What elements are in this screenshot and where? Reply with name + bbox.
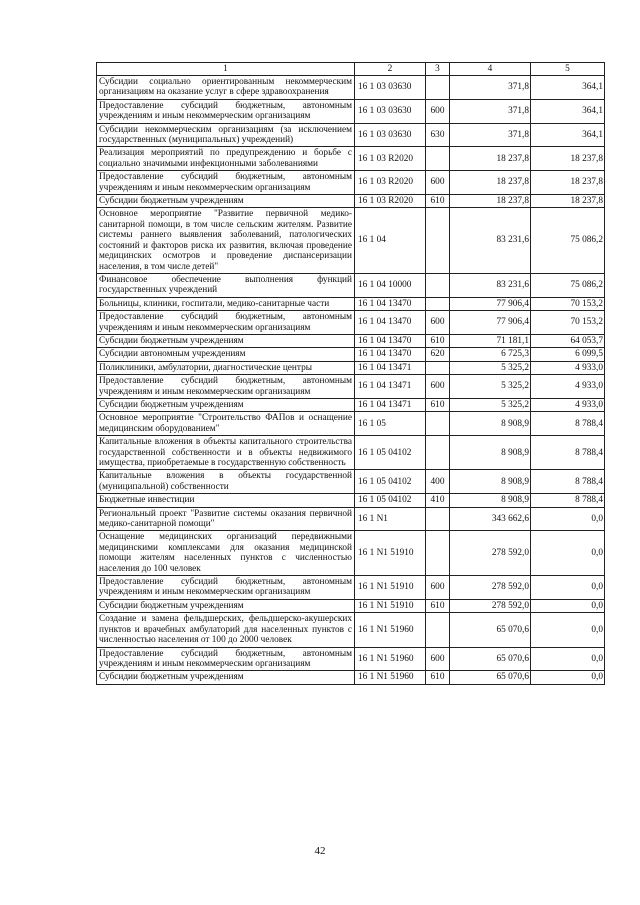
row-name-cell: Реализация мероприятий по предупреждению и борьбе с социально значимыми инфекционными заболеваниями (97, 147, 355, 171)
row-code-cell: 16 1 N1 51910 (355, 531, 426, 576)
table-row (97, 671, 605, 684)
row-type-cell: 600 (426, 311, 450, 335)
row-code-cell: 16 1 04 13470 (355, 334, 426, 347)
table-row (97, 123, 605, 147)
row-value-1-cell: 8 908,9 (450, 494, 531, 507)
row-value-1-cell: 77 906,4 (450, 297, 531, 310)
row-code-cell: 16 1 N1 51960 (355, 613, 426, 647)
row-value-1-cell: 18 237,8 (450, 195, 531, 208)
row-type-cell (426, 412, 450, 436)
row-type-cell (426, 436, 450, 470)
row-type-cell (426, 76, 450, 100)
table-row (97, 613, 605, 647)
row-value-1-cell: 18 237,8 (450, 171, 531, 195)
row-code-cell: 16 1 N1 (355, 507, 426, 531)
row-value-2-cell: 4 933,0 (531, 375, 605, 399)
row-value-2-cell: 75 086,2 (531, 208, 605, 273)
row-name-cell: Субсидии социально ориентированным некоммерческим организациям на оказание услуг в сфере здравоохранения (97, 76, 355, 100)
row-value-2-cell: 0,0 (531, 671, 605, 684)
row-name-cell: Субсидии бюджетным учреждениям (97, 195, 355, 208)
row-name-cell: Региональный проект "Развитие системы оказания первичной медико-санитарной помощи" (97, 507, 355, 531)
row-value-1-cell: 371,8 (450, 123, 531, 147)
row-type-cell (426, 208, 450, 273)
row-code-cell: 16 1 04 13471 (355, 398, 426, 411)
row-code-cell: 16 1 05 04102 (355, 436, 426, 470)
row-value-1-cell: 371,8 (450, 76, 531, 100)
row-code-cell: 16 1 04 (355, 208, 426, 273)
table-row (97, 195, 605, 208)
header-cell-3: 3 (426, 63, 450, 76)
row-value-1-cell: 343 662,6 (450, 507, 531, 531)
row-value-2-cell: 75 086,2 (531, 273, 605, 297)
row-type-cell: 610 (426, 671, 450, 684)
row-name-cell: Предоставление субсидий бюджетным, автономным учреждениям и иным некоммерческим организациям (97, 99, 355, 123)
row-code-cell: 16 1 04 13471 (355, 361, 426, 374)
row-name-cell: Финансовое обеспечение выполнения функций государственных учреждений (97, 273, 355, 297)
row-value-2-cell: 18 237,8 (531, 171, 605, 195)
row-value-1-cell: 18 237,8 (450, 147, 531, 171)
row-value-2-cell: 364,1 (531, 123, 605, 147)
row-value-2-cell: 70 153,2 (531, 297, 605, 310)
row-code-cell: 16 1 05 (355, 412, 426, 436)
table-row (97, 361, 605, 374)
table-row (97, 375, 605, 399)
row-name-cell: Основное мероприятие "Строительство ФАПов и оснащение медицинским оборудованием" (97, 412, 355, 436)
row-value-1-cell: 278 592,0 (450, 599, 531, 612)
row-name-cell: Предоставление субсидий бюджетным, автономным учреждениям и иным некоммерческим организациям (97, 375, 355, 399)
row-value-1-cell: 83 231,6 (450, 208, 531, 273)
row-code-cell: 16 1 05 04102 (355, 470, 426, 494)
table-header-row (97, 63, 605, 76)
row-code-cell: 16 1 04 10000 (355, 273, 426, 297)
row-value-1-cell: 278 592,0 (450, 576, 531, 600)
row-name-cell: Предоставление субсидий бюджетным, автономным учреждениям и иным некоммерческим организациям (97, 311, 355, 335)
row-type-cell: 600 (426, 576, 450, 600)
table-row (97, 273, 605, 297)
row-type-cell (426, 531, 450, 576)
table-row (97, 147, 605, 171)
row-code-cell: 16 1 03 R2020 (355, 171, 426, 195)
table-row (97, 412, 605, 436)
row-value-2-cell: 4 933,0 (531, 398, 605, 411)
row-value-1-cell: 83 231,6 (450, 273, 531, 297)
table-row (97, 297, 605, 310)
row-value-1-cell: 65 070,6 (450, 647, 531, 671)
table-row (97, 531, 605, 576)
row-value-2-cell: 8 788,4 (531, 470, 605, 494)
row-code-cell: 16 1 05 04102 (355, 494, 426, 507)
row-value-2-cell: 18 237,8 (531, 147, 605, 171)
row-value-2-cell: 0,0 (531, 613, 605, 647)
page-number: 42 (314, 845, 326, 857)
row-value-2-cell: 364,1 (531, 99, 605, 123)
row-name-cell: Основное мероприятие "Развитие первичной медико-санитарной помощи, в том числе сельским жителям. Развитие системы раннего выявления заболеваний, патологических состояний и факторов риска их развития, включая проведение медицинских осмотров и проведение диспансеризации населения, в том числе детей" (97, 208, 355, 273)
row-name-cell: Предоставление субсидий бюджетным, автономным учреждениям и иным некоммерческим организациям (97, 576, 355, 600)
row-value-1-cell: 8 908,9 (450, 412, 531, 436)
row-type-cell (426, 273, 450, 297)
row-code-cell: 16 1 03 03630 (355, 123, 426, 147)
row-value-1-cell: 371,8 (450, 99, 531, 123)
row-code-cell: 16 1 04 13470 (355, 348, 426, 361)
row-type-cell: 610 (426, 599, 450, 612)
row-type-cell (426, 297, 450, 310)
row-value-2-cell: 0,0 (531, 599, 605, 612)
row-name-cell: Субсидии бюджетным учреждениям (97, 599, 355, 612)
row-value-1-cell: 71 181,1 (450, 334, 531, 347)
row-value-1-cell: 278 592,0 (450, 531, 531, 576)
table-row (97, 99, 605, 123)
row-value-1-cell: 6 725,3 (450, 348, 531, 361)
table-row (97, 576, 605, 600)
row-value-2-cell: 0,0 (531, 576, 605, 600)
row-value-2-cell: 64 053,7 (531, 334, 605, 347)
table-row (97, 334, 605, 347)
table-row (97, 647, 605, 671)
row-name-cell: Субсидии бюджетным учреждениям (97, 671, 355, 684)
row-value-1-cell: 65 070,6 (450, 613, 531, 647)
row-name-cell: Субсидии некоммерческим организациям (за исключением государственных (муниципальных) учреждений) (97, 123, 355, 147)
row-name-cell: Капитальные вложения в объекты капитального строительства государственной собственности и в объекты недвижимого имущества, приобретаемые в государственную собственность (97, 436, 355, 470)
row-type-cell: 610 (426, 334, 450, 347)
row-code-cell: 16 1 N1 51910 (355, 599, 426, 612)
row-type-cell: 410 (426, 494, 450, 507)
row-value-2-cell: 8 788,4 (531, 494, 605, 507)
row-value-2-cell: 8 788,4 (531, 412, 605, 436)
row-name-cell: Субсидии бюджетным учреждениям (97, 334, 355, 347)
header-cell-2: 2 (355, 63, 426, 76)
row-value-2-cell: 18 237,8 (531, 195, 605, 208)
row-code-cell: 16 1 04 13470 (355, 297, 426, 310)
table-row (97, 494, 605, 507)
row-type-cell: 610 (426, 195, 450, 208)
table-row (97, 348, 605, 361)
row-value-1-cell: 5 325,2 (450, 375, 531, 399)
row-value-1-cell: 65 070,6 (450, 671, 531, 684)
row-type-cell: 600 (426, 171, 450, 195)
row-type-cell: 600 (426, 647, 450, 671)
row-type-cell: 620 (426, 348, 450, 361)
table-row (97, 436, 605, 470)
row-type-cell: 630 (426, 123, 450, 147)
row-type-cell: 600 (426, 375, 450, 399)
row-type-cell: 610 (426, 398, 450, 411)
row-value-2-cell: 70 153,2 (531, 311, 605, 335)
row-code-cell: 16 1 03 R2020 (355, 147, 426, 171)
row-code-cell: 16 1 N1 51910 (355, 576, 426, 600)
table-row (97, 171, 605, 195)
row-type-cell (426, 507, 450, 531)
row-name-cell: Субсидии бюджетным учреждениям (97, 398, 355, 411)
row-value-1-cell: 8 908,9 (450, 470, 531, 494)
table-row (97, 311, 605, 335)
row-type-cell: 400 (426, 470, 450, 494)
row-value-1-cell: 5 325,2 (450, 398, 531, 411)
row-value-2-cell: 0,0 (531, 531, 605, 576)
table-row (97, 208, 605, 273)
table-row (97, 398, 605, 411)
row-value-1-cell: 5 325,2 (450, 361, 531, 374)
row-value-2-cell: 8 788,4 (531, 436, 605, 470)
row-value-2-cell: 364,1 (531, 76, 605, 100)
row-type-cell (426, 613, 450, 647)
table-row (97, 470, 605, 494)
row-code-cell: 16 1 03 R2020 (355, 195, 426, 208)
header-cell-1: 1 (97, 63, 355, 76)
row-name-cell: Капитальные вложения в объекты государственной (муниципальной) собственности (97, 470, 355, 494)
budget-table (96, 62, 605, 685)
row-code-cell: 16 1 N1 51960 (355, 647, 426, 671)
row-code-cell: 16 1 04 13471 (355, 375, 426, 399)
row-type-cell (426, 361, 450, 374)
row-type-cell (426, 147, 450, 171)
row-name-cell: Предоставление субсидий бюджетным, автономным учреждениям и иным некоммерческим организациям (97, 647, 355, 671)
row-name-cell: Бюджетные инвестиции (97, 494, 355, 507)
row-name-cell: Больницы, клиники, госпитали, медико-санитарные части (97, 297, 355, 310)
table-row (97, 599, 605, 612)
row-name-cell: Предоставление субсидий бюджетным, автономным учреждениям и иным некоммерческим организациям (97, 171, 355, 195)
row-name-cell: Создание и замена фельдшерских, фельдшерско-акушерских пунктов и врачебных амбулаторий для населенных пунктов с численностью населения от 100 до 2000 человек (97, 613, 355, 647)
row-value-2-cell: 4 933,0 (531, 361, 605, 374)
table-row (97, 76, 605, 100)
row-code-cell: 16 1 03 03630 (355, 99, 426, 123)
row-code-cell: 16 1 03 03630 (355, 76, 426, 100)
row-name-cell: Поликлиники, амбулатории, диагностические центры (97, 361, 355, 374)
row-value-2-cell: 6 099,5 (531, 348, 605, 361)
row-code-cell: 16 1 04 13470 (355, 311, 426, 335)
row-code-cell: 16 1 N1 51960 (355, 671, 426, 684)
row-name-cell: Субсидии автономным учреждениям (97, 348, 355, 361)
row-value-2-cell: 0,0 (531, 507, 605, 531)
row-value-1-cell: 77 906,4 (450, 311, 531, 335)
table-row (97, 507, 605, 531)
row-value-1-cell: 8 908,9 (450, 436, 531, 470)
header-cell-5: 5 (531, 63, 605, 76)
row-value-2-cell: 0,0 (531, 647, 605, 671)
row-name-cell: Оснащение медицинских организаций передвижными медицинскими комплексами для оказания медицинской помощи жителям населенных пунктов с численностью населения до 100 человек (97, 531, 355, 576)
row-type-cell: 600 (426, 99, 450, 123)
header-cell-4: 4 (450, 63, 531, 76)
